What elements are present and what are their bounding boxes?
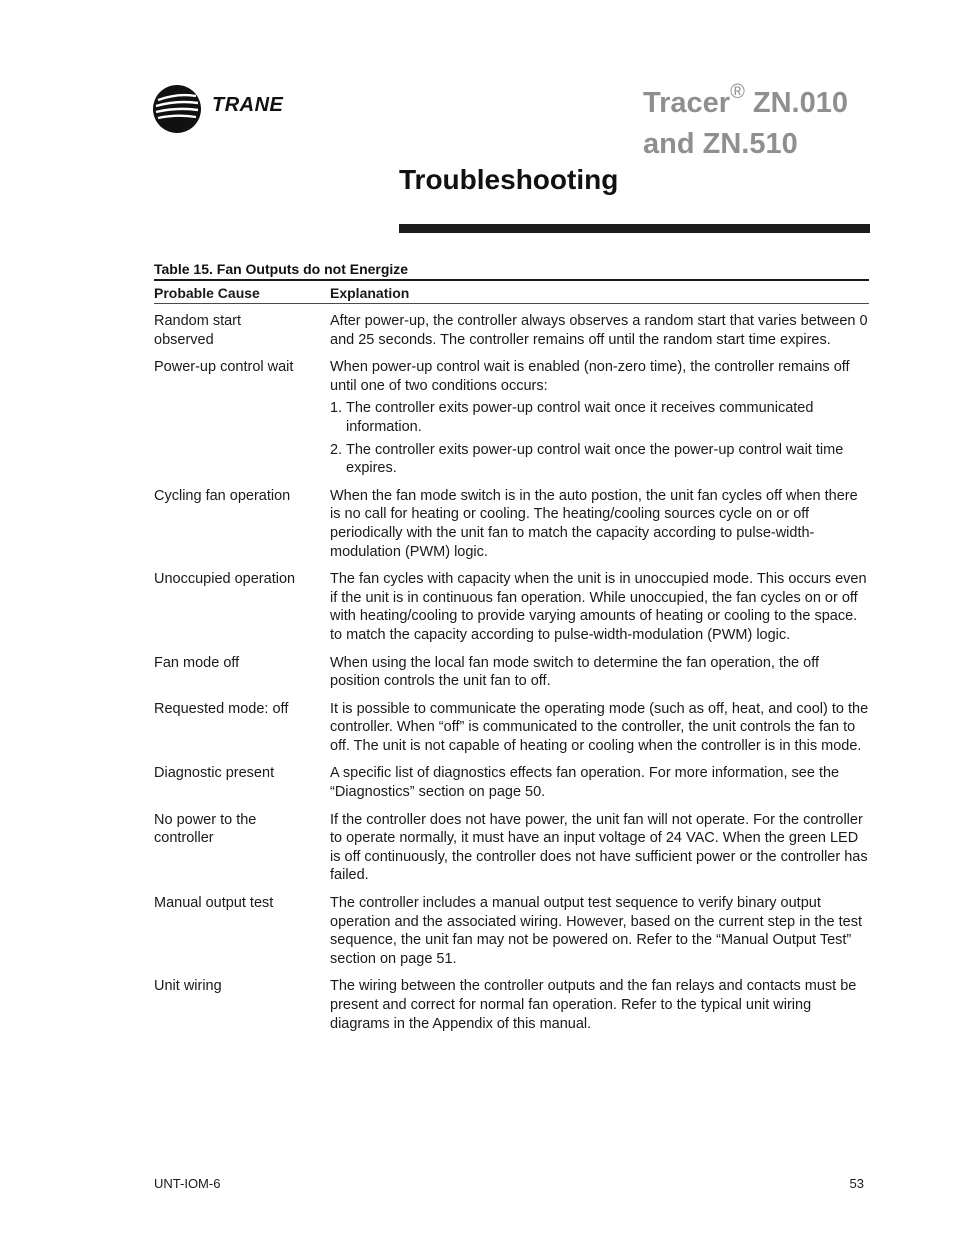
row-explanation: It is possible to communicate the operating mode (such as off, heat, and cool) to the controller. When “off” is communicated to the controller, the unit controls the fan to off. The unit is not capable of heating or cooling when the controller is in this mode.: [330, 700, 869, 754]
table-row: [154, 358, 869, 478]
row-explanation: After power-up, the controller always observes a random start that varies between 0 and 25 seconds. The controller remains off until the random start time expires.: [330, 313, 868, 348]
row-cause: Manual output test: [154, 895, 274, 912]
table-row: [154, 977, 869, 1033]
numbered-item: 2. The controller exits power-up control wait once the power-up control wait time expires.: [330, 441, 844, 477]
table-header-row: [154, 281, 869, 304]
product-title-line1: Tracer® ZN.010: [643, 81, 848, 119]
header-explanation: Explanation: [330, 285, 410, 301]
row-cause: Unoccupied operation: [154, 571, 296, 588]
row-cause: Random start observed: [154, 313, 242, 348]
footer-doc-id: UNT-IOM-6: [154, 1176, 221, 1191]
row-cause: Requested mode: off: [154, 700, 289, 717]
row-cause: Cycling fan operation: [154, 487, 291, 504]
header-probable-cause: Probable Cause: [154, 285, 260, 301]
row-explanation: If the controller does not have power, the unit fan will not operate. For the controller to operate normally, it must have an input voltage of 24 VAC. When the green LED is off continuously, the controller does not have sufficient power or the controller has failed.: [330, 811, 868, 884]
registered-mark: ®: [730, 81, 745, 103]
row-cause: Power-up control wait: [154, 359, 294, 376]
section-divider-bar: [399, 224, 870, 233]
footer-page-number: 53: [849, 1176, 864, 1191]
brand-wordmark: TRANE: [212, 94, 284, 116]
trane-circle-logo-icon: [152, 84, 202, 134]
numbered-item: 1. The controller exits power-up control wait once it receives communicated information.: [330, 400, 814, 435]
product-title: [643, 72, 903, 165]
row-explanation: The controller includes a manual output test sequence to verify binary output operation and the associated wiring. However, based on the current step in the test sequence, the unit fan may not be powered on. Refer to the “Manual Output Test” section on page 51.: [330, 895, 862, 967]
row-explanation: When using the local fan mode switch to determine the fan operation, the off position controls the unit fan to off.: [330, 654, 819, 690]
row-cause: Fan mode off: [154, 654, 240, 671]
table-row: [154, 811, 869, 885]
product-title-line2: and ZN.510: [643, 128, 798, 160]
row-explanation: When the fan mode switch is in the auto postion, the unit fan cycles off when there is no call for heating or cooling. The heating/cooling sources cycle on or off periodically with the unit fan to match the capacity according to pulse-width-modulation (PWM) logic.: [330, 487, 858, 560]
table-row: [154, 654, 869, 691]
row-cause: Unit wiring: [154, 978, 222, 995]
row-cause: No power to the controller: [154, 811, 257, 847]
table-row: [154, 700, 869, 756]
table-row: [154, 894, 869, 968]
row-cause: Diagnostic present: [154, 765, 275, 782]
row-explanation: The wiring between the controller outputs and the fan relays and contacts must be present and correct for normal fan operation. Refer to the typical unit wiring diagrams in the Appendix of this manual.: [330, 978, 857, 1032]
row-explanation: When power-up control wait is enabled (non-zero time), the controller remains off until one of two conditions occurs: 1. The controller exits power-up control wait once it receives communicated information. 2. The controller exits power-up control wait once the power-up control wait time expires.: [330, 358, 869, 478]
table-row: [154, 570, 869, 644]
row-explanation: A specific list of diagnostics effects fan operation. For more information, see the “Diagnostics” section on page 50.: [330, 765, 840, 801]
row-explanation: The fan cycles with capacity when the unit is in unoccupied mode. This occurs even if the unit is in continuous fan operation. While unoccupied, the fan cycles on or off with heating/cooling to provide varying amounts of heating or cooling to the space. to match the capacity according to pulse-width-modulation (PWM) logic.: [330, 571, 867, 643]
section-title: Troubleshooting: [399, 164, 619, 195]
table-row: [154, 312, 869, 349]
fan-outputs-table: [154, 261, 869, 1033]
table-row: [154, 764, 869, 801]
table-caption: Table 15. Fan Outputs do not Energize: [154, 261, 409, 277]
table-row: [154, 487, 869, 561]
trane-logo: [152, 84, 302, 134]
